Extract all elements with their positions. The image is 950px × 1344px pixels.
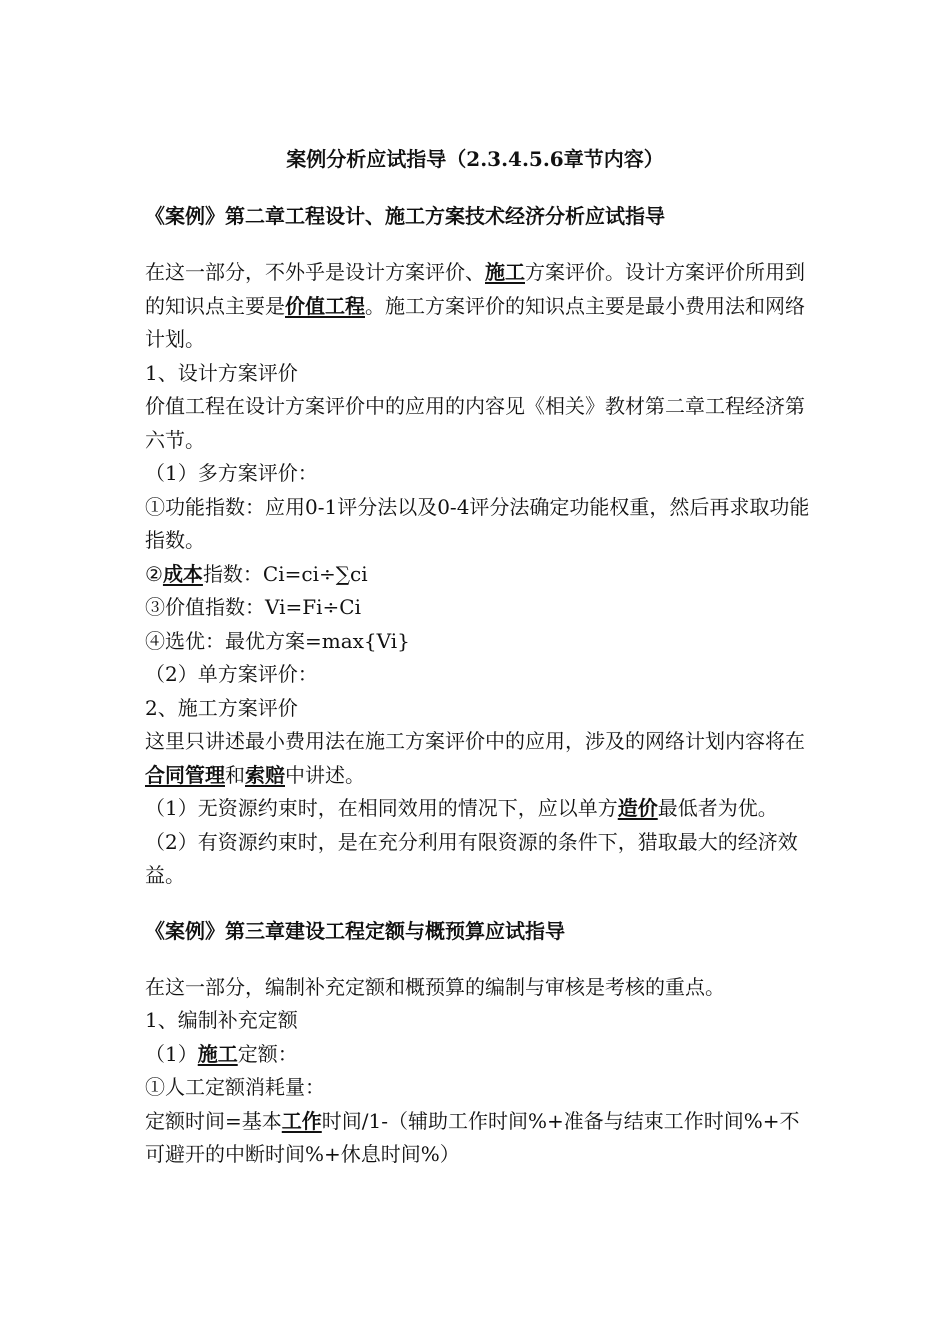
function-index-item: ①功能指数：应用0-1评分法以及0-4评分法确定功能权重，然后再求取功能指数。 (145, 494, 810, 552)
keyword-link-claims[interactable]: 索赔 (245, 762, 285, 787)
keyword-link-construction-quota[interactable]: 施工 (197, 1041, 238, 1066)
document-body (145, 200, 810, 1172)
keyword-link-cost-price[interactable]: 造价 (617, 796, 658, 820)
chapter-2-intro: 在这一部分，不外乎是设计方案评价、施工方案评价。设计方案评价所用到的知识点主要是价值工程。施工方案评价的知识点主要是最小费用法和网络计划。 (145, 260, 805, 351)
no-resource-constraint-item: （1）无资源约束时，在相同效用的情况下，应以单方造价最低者为优。 (145, 796, 778, 820)
chapter-3-heading: 《案例》第三章建设工程定额与概预算应试指导 (145, 918, 565, 943)
construction-quota-label: （1）施工定额： (145, 1041, 298, 1066)
keyword-link-construction[interactable]: 施工 (485, 260, 525, 284)
keyword-link-contract-management[interactable]: 合同管理 (145, 762, 225, 787)
section-2-title: 2、施工方案评价 (145, 695, 298, 720)
keyword-link-value-engineering[interactable]: 价值工程 (285, 293, 365, 318)
section-1-title: 1、设计方案评价 (145, 360, 298, 385)
keyword-link-cost[interactable]: 成本 (162, 561, 203, 586)
document-title: 案例分析应试指导（2.3.4.5.6章节内容） (286, 147, 664, 171)
single-scheme-label: （2）单方案评价： (145, 662, 318, 686)
optimal-choice-item: ④选优：最优方案=max{Vi} (145, 628, 410, 653)
chapter-2-heading: 《案例》第二章工程设计、施工方案技术经济分析应试指导 (145, 204, 665, 228)
value-index-item: ③价值指数：Vi=Fi÷Ci (145, 595, 361, 619)
keyword-link-work[interactable]: 工作 (281, 1108, 322, 1133)
multi-scheme-label: （1）多方案评价： (145, 461, 318, 485)
labor-quota-item: ①人工定额消耗量： (145, 1075, 325, 1099)
quota-time-formula: 定额时间=基本工作时间/1-（辅助工作时间%+准备与结束工作时间%+不可避开的中断时间%+休息时间%） (145, 1108, 800, 1166)
chapter-3-intro: 在这一部分，编制补充定额和概预算的编制与审核是考核的重点。 (145, 974, 725, 999)
chapter-3-section-1-title: 1、编制补充定额 (145, 1008, 298, 1032)
cost-index-item: ②成本指数：Ci=ci÷∑ci (145, 561, 368, 586)
section-2-body: 这里只讲述最小费用法在施工方案评价中的应用，涉及的网络计划内容将在合同管理和索赔中讲述。 (145, 729, 805, 787)
resource-constraint-item: （2）有资源约束时，是在充分利用有限资源的条件下，猎取最大的经济效益。 (145, 829, 798, 887)
section-1-body: 价值工程在设计方案评价中的应用的内容见《相关》教材第二章工程经济第六节。 (145, 394, 805, 452)
